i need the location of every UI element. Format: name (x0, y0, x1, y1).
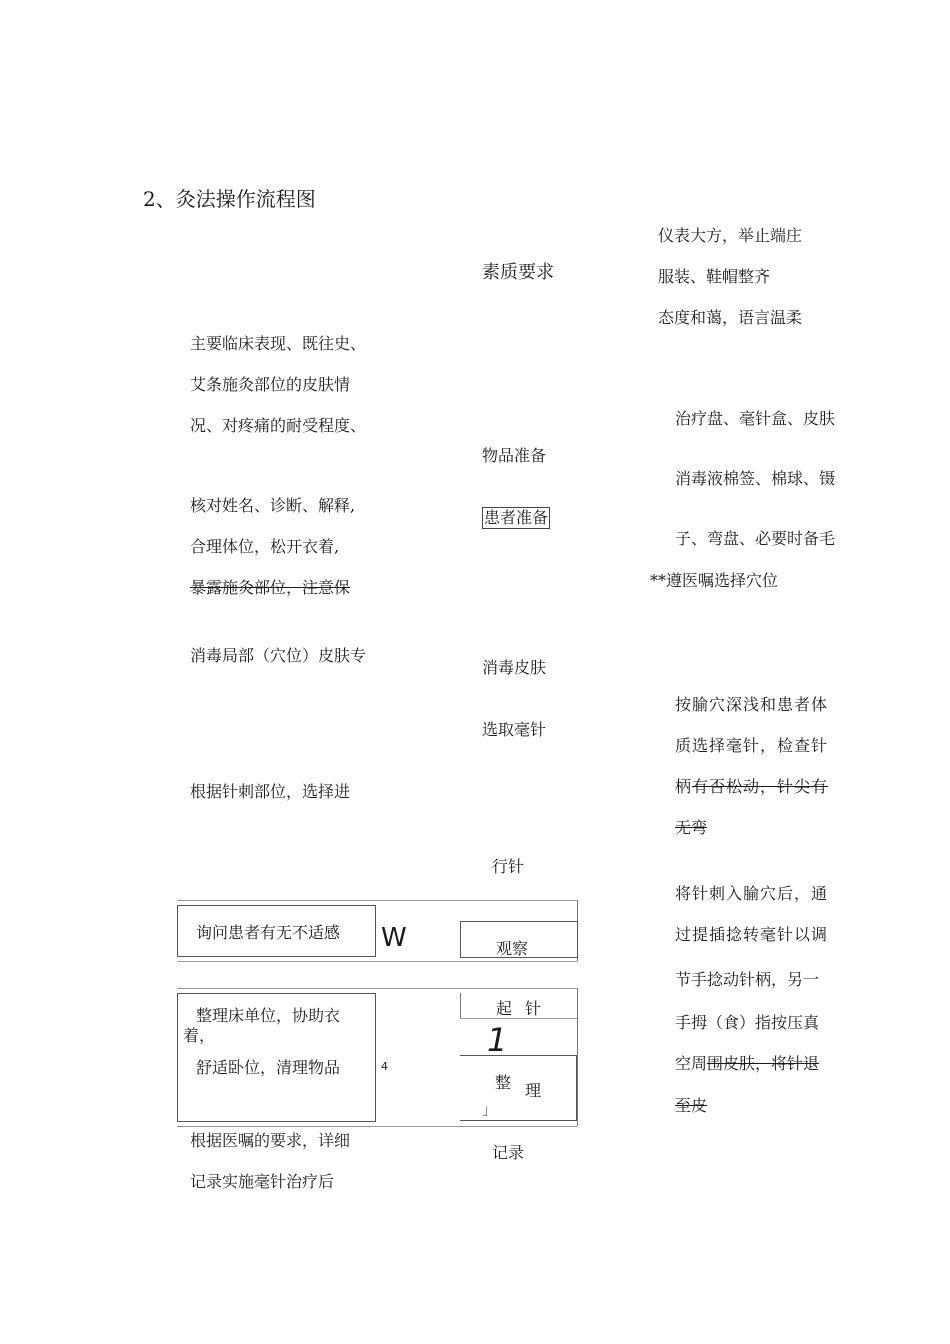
right-text-16-part2: 围皮肤， (707, 1054, 772, 1073)
step-xuanqu: 选取毫针 (482, 720, 547, 739)
step-xiaodu: 消毒皮肤 (482, 658, 547, 677)
tidy-mark: 」 (482, 1103, 496, 1119)
tidy-text-2: 理 (525, 1081, 542, 1100)
observe-text: 观察 (496, 939, 529, 958)
right-text-11: 无弯 (675, 818, 708, 837)
page-title: 2、灸法操作流程图 (143, 187, 316, 211)
frame-line-bottom-1 (177, 961, 577, 962)
right-text-1: 仪表大方，举止端庄 (658, 226, 803, 245)
right-text-16 (675, 1054, 819, 1074)
left-text-b3-part2: 注意保 (302, 578, 351, 597)
step-huanzhe-box: 患者准备 (484, 508, 549, 527)
right-text-2: 服装、鞋帽整齐 (658, 267, 771, 286)
frame-line-right-2 (577, 988, 578, 1126)
right-text-8: 按腧穴深浅和患者体 (675, 695, 829, 714)
right-text-5: 消毒液棉签、棉球、镊 (675, 469, 836, 488)
qizhen-bottom-line (460, 1018, 577, 1019)
left-text-a3: 况、对疼痛的耐受程度、 (190, 416, 367, 435)
left-text-b1: 核对姓名、诊断、解释, (190, 496, 356, 515)
right-text-14: 节手捻动针柄，另一 (675, 970, 820, 989)
tidy-text-1: 整 (495, 1073, 512, 1092)
left-text-c1: 消毒局部（穴位）皮肤专 (190, 646, 367, 665)
right-text-10-part2: 有否松动， (692, 777, 778, 796)
left-text-e2: 记录实施毫针治疗后 (190, 1172, 335, 1191)
right-text-10 (675, 777, 828, 797)
step-qizhen-2: 针 (525, 999, 542, 1018)
tidy-bed-text-1: 整理床单位，协助衣着， (183, 1006, 341, 1045)
right-text-16-part3: 将针退 (771, 1054, 820, 1073)
right-text-3: 态度和蔼，语言温柔 (658, 308, 803, 327)
right-text-10-part1: 柄 (675, 777, 693, 796)
step-xingzhen: 行针 (492, 857, 525, 876)
step-qizhen-1: 起 (496, 999, 513, 1018)
frame-line-top-2 (177, 988, 577, 989)
left-text-e1: 根据医嘱的要求，详细 (190, 1131, 351, 1150)
frame-line-bottom-2 (177, 1126, 577, 1127)
inquiry-text: 询问患者有无不适感 (196, 923, 341, 942)
left-text-d1: 根据针刺部位，选择进 (190, 782, 351, 801)
w-mark: W (381, 923, 407, 953)
tidy-box (460, 1055, 577, 1121)
step-wupin: 物品准备 (482, 446, 547, 465)
number-four: 4 (381, 1060, 388, 1073)
inquiry-box (177, 905, 376, 957)
right-text-10-part3: 针尖有 (777, 777, 829, 796)
right-text-17: 至皮 (675, 1096, 708, 1115)
step-jilu: 记录 (492, 1143, 525, 1162)
left-text-b3-part1: 暴露施灸部位， (190, 578, 303, 597)
observe-box (460, 921, 578, 958)
left-text-a2: 艾条施灸部位的皮肤情 (190, 375, 351, 394)
right-text-12: 将针刺入腧穴后，通 (675, 884, 829, 903)
tidy-bed-text-2: 舒适卧位，清理物品 (196, 1058, 341, 1077)
right-text-15: 手拇（食）指按压真 (675, 1013, 820, 1032)
right-text-6: 子、弯盘、必要时备毛 (675, 529, 836, 548)
right-text-16-part1: 空周 (675, 1054, 708, 1073)
right-text-9: 质选择毫针，检查针 (675, 736, 829, 755)
qizhen-left-line (460, 993, 461, 1018)
left-text-a1: 主要临床表现、既往史、 (190, 334, 367, 353)
left-text-b3 (190, 578, 350, 598)
right-text-4: 治疗盘、毫针盒、皮肤 (675, 409, 836, 428)
right-text-13: 过提插捻转毫针以调 (675, 925, 829, 944)
tidy-bed-box (177, 993, 376, 1122)
left-text-b2: 合理体位，松开衣着, (190, 537, 340, 556)
step-suzhi: 素质要求 (482, 262, 554, 283)
frame-line-top-1 (177, 900, 577, 901)
big-one-mark: 1 (487, 1021, 508, 1059)
right-text-7: **遵医嘱选择穴位 (650, 571, 779, 590)
